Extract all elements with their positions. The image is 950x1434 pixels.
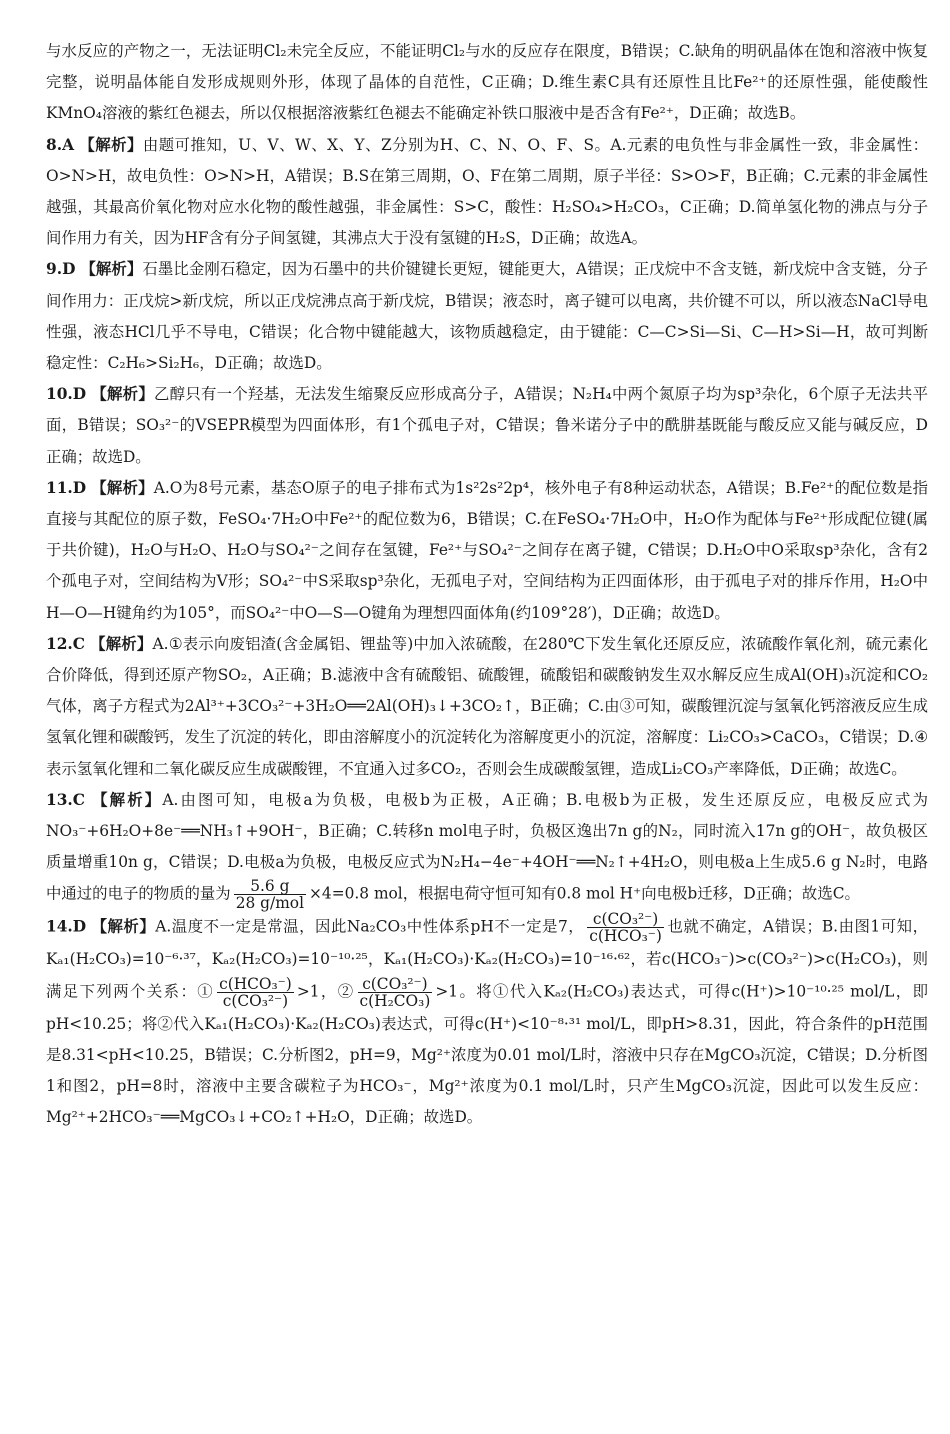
analysis-tag: 【解析】 (90, 634, 153, 653)
item-number: 8. (46, 135, 63, 154)
fraction-denominator: 28 g/mol (235, 894, 304, 913)
continuation-paragraph: 与水反应的产物之一，无法证明Cl₂未完全反应，不能证明Cl₂与水的反应存在限度，B错误；C.缺角的明矾晶体在饱和溶液中恢复完整，说明晶体能自发形成规则外形，体现了晶体的自范性，C正确；D.维生素C具有还原性且比Fe²⁺的还原性强，能使酸性KMnO₄溶液的紫红色褪去，所以仅根据溶液紫红色褪去不能确定补铁口服液中是否含有Fe²⁺，D正确；故选B。 (46, 42, 928, 123)
fraction-numerator: c(HCO₃⁻) (219, 974, 292, 993)
item-text: 石墨比金刚石稳定，因为石墨中的共价键键长更短，键能更大，A错误；正戊烷中不含支链，新戊烷中含支链，分子间作用力：正戊烷>新戊烷，所以正戊烷沸点高于新戊烷，B错误；液态时，离子键可以电离，共价键不可以，所以液态NaCl导电性强，液态HCl几乎不导电，C错误；化合物中键能越大，该物质越稳定，由于键能：C—C>Si—Si、C—H>Si—H，故可判断稳定性：C₂H₆>Si₂H₆，D正确；故选D。 (46, 260, 928, 373)
item-answer: D (72, 478, 87, 497)
item-number: 11. (46, 478, 73, 497)
answer-item-14 (46, 911, 928, 1133)
item-text: A.由图可知，电极a为负极，电极b为正极，A正确；B.电极b为正极，发生还原反应，电极反应式为NO₃⁻+6H₂O+8e⁻══NH₃↑+9OH⁻，B正确；C.转移n mol电子时，负极区逸出7n g的N₂，同时流入17n g的OH⁻，故负极区质量增重10n g，C错误；D.电极a为负极，电极反应式为N₂H₄−4e⁻+4OH⁻══N₂↑+4H₂O，则电极a上生成5.6 g N₂时，电路中通过的电子的物质的量为 (46, 790, 928, 903)
answer-item-9 (46, 254, 928, 379)
item-text: A.温度不一定是常温，因此Na₂CO₃中性体系pH不一定是7， (155, 917, 585, 936)
fraction-ratio-3 (358, 976, 433, 1009)
analysis-tag: 【解析】 (92, 790, 163, 809)
fraction-denominator: c(HCO₃⁻) (589, 927, 662, 946)
analysis-tag: 【解析】 (91, 478, 154, 497)
item-number: 13. (46, 790, 73, 809)
item-text: 由题可推知，U、V、W、X、Y、Z分别为H、C、N、O、F、S。A.元素的电负性与非金属性一致，非金属性：O>N>H，故电负性：O>N>H，A错误；B.S在第三周期，O、F在第二周期，原子半径：S>O>F，B正确；C.元素的非金属性越强，其最高价氧化物对应水化物的酸性越强，非金属性：S>C，酸性：H₂SO₄>H₂CO₃，C正确；D.简单氢化物的沸点与分子间作用力有关，因为HF含有分子间氢键，其沸点大于没有氢键的H₂S，D正确；故选A。 (46, 135, 928, 248)
item-answer: C (72, 790, 86, 809)
answer-item-12 (46, 629, 928, 785)
answer-item-10 (46, 379, 928, 473)
analysis-tag: 【解析】 (91, 385, 154, 404)
item-number: 12. (46, 634, 73, 653)
fraction-denominator: c(CO₃²⁻) (222, 991, 289, 1010)
item-text: >1。将①代入Kₐ₂(H₂CO₃)表达式，可得c(H⁺)>10⁻¹⁰·²⁵ mol/L，即pH<10.25；将②代入Kₐ₁(H₂CO₃)·Kₐ₂(H₂CO₃)表达式，可得c(H⁺)<10⁻⁸·³¹ mol/L，即pH>8.31，因此，符合条件的pH范围是8.31<pH<10.25，B错误；C.分析图2，pH=9，Mg²⁺浓度为0.01 mol/L时，溶液中只存在MgCO₃沉淀，C错误；D.分析图1和图2，pH=8时，溶液中主要含碳粒子为HCO₃⁻，Mg²⁺浓度为0.1 mol/L时，只产生MgCO₃沉淀，因此可以发生反应：Mg²⁺+2HCO₃⁻══MgCO₃↓+CO₂↑+H₂O，D正确；故选D。 (46, 982, 928, 1127)
analysis-tag: 【解析】 (91, 917, 156, 936)
item-text: 乙醇只有一个羟基，无法发生缩聚反应形成高分子，A错误；N₂H₄中两个氮原子均为sp³杂化，6个原子无法共平面，B错误；SO₃²⁻的VSEPR模型为四面体形，有1个孤电子对，C错误；鲁米诺分子中的酰肼基既能与酸反应又能与碱反应，D正确；故选D。 (46, 385, 928, 466)
item-text: 也就不确定，A错误；B.由图1可知，Kₐ₁(H₂CO₃)=10⁻⁶·³⁷，Kₐ₂(H₂CO₃)=10⁻¹⁰·²⁵，Kₐ₁(H₂CO₃)·Kₐ₂(H₂CO₃)=10⁻¹⁶·⁶²，若c(HCO₃⁻)>c(CO₃²⁻)>c(H₂CO₃)，则满足下列两个关系：① (46, 917, 928, 1001)
answer-item-13 (46, 785, 928, 912)
item-answer: D (62, 260, 76, 279)
fraction-numerator: c(CO₃²⁻) (587, 911, 664, 928)
analysis-tag: 【解析】 (79, 135, 143, 154)
item-number: 9. (46, 260, 63, 279)
item-number: 10. (46, 385, 73, 404)
item-answer: D (72, 385, 87, 404)
item-number: 14. (46, 917, 73, 936)
item-text: A.①表示向废铝渣(含金属铝、锂盐等)中加入浓硫酸，在280℃下发生氧化还原反应，浓硫酸作氧化剂，硫元素化合价降低，得到还原产物SO₂，A正确；B.滤液中含有硫酸铝、硫酸锂，硫酸铝和碳酸钠发生双水解反应生成Al(OH)₃沉淀和CO₂气体，离子方程式为2Al³⁺+3CO₃²⁻+3H₂O══2Al(OH)₃↓+3CO₂↑，B正确；C.由③可知，碳酸锂沉淀与氢氧化钙溶液反应生成氢氧化锂和碳酸钙，发生了沉淀的转化，即由溶解度小的沉淀转化为溶解度更小的沉淀，溶解度：Li₂CO₃>CaCO₃，C错误；D.④表示氢氧化锂和二氧化碳反应生成碳酸锂，不宜通入过多CO₂，否则会生成碳酸氢锂，造成Li₂CO₃产率降低，D正确；故选C。 (46, 634, 928, 778)
item-text: >1，② (296, 982, 355, 1001)
item-answer: C (72, 634, 86, 653)
analysis-tag: 【解析】 (80, 260, 143, 279)
item-text: A.O为8号元素，基态O原子的电子排布式为1s²2s²2p⁴，核外电子有8种运动状态，A错误；B.Fe²⁺的配位数是指直接与其配位的原子数，FeSO₄·7H₂O中Fe²⁺的配位数为6，B错误；C.在FeSO₄·7H₂O中，H₂O作为配体与Fe²⁺形成配位键(属于共价键)，H₂O与H₂O、H₂O与SO₄²⁻之间存在氢键，Fe²⁺与SO₄²⁻之间存在离子键，C错误；D.H₂O中O采取sp³杂化，含有2个孤电子对，空间结构为V形；SO₄²⁻中S采取sp³杂化，无孤电子对，空间结构为正四面体形，由于孤电子对的排斥作用，H₂O中H—O—H键角约为105°，而SO₄²⁻中O—S—O键角为理想四面体角(约109°28′)，D正确；故选D。 (46, 478, 928, 622)
fraction-ratio-2 (217, 976, 294, 1009)
answer-item-8 (46, 130, 928, 255)
fraction-ratio-1 (587, 911, 664, 944)
fraction-denominator: c(H₂CO₃) (359, 991, 431, 1010)
fraction-mole-calc (234, 878, 306, 911)
fraction-numerator: c(CO₃²⁻) (358, 976, 433, 993)
item-answer: A (62, 135, 75, 154)
item-text: ×4=0.8 mol，根据电荷守恒可知有0.8 mol H⁺向电极b迁移，D正确；故选C。 (309, 884, 860, 903)
fraction-numerator: 5.6 g (234, 878, 306, 895)
answer-item-11 (46, 473, 928, 629)
item-answer: D (72, 917, 87, 936)
